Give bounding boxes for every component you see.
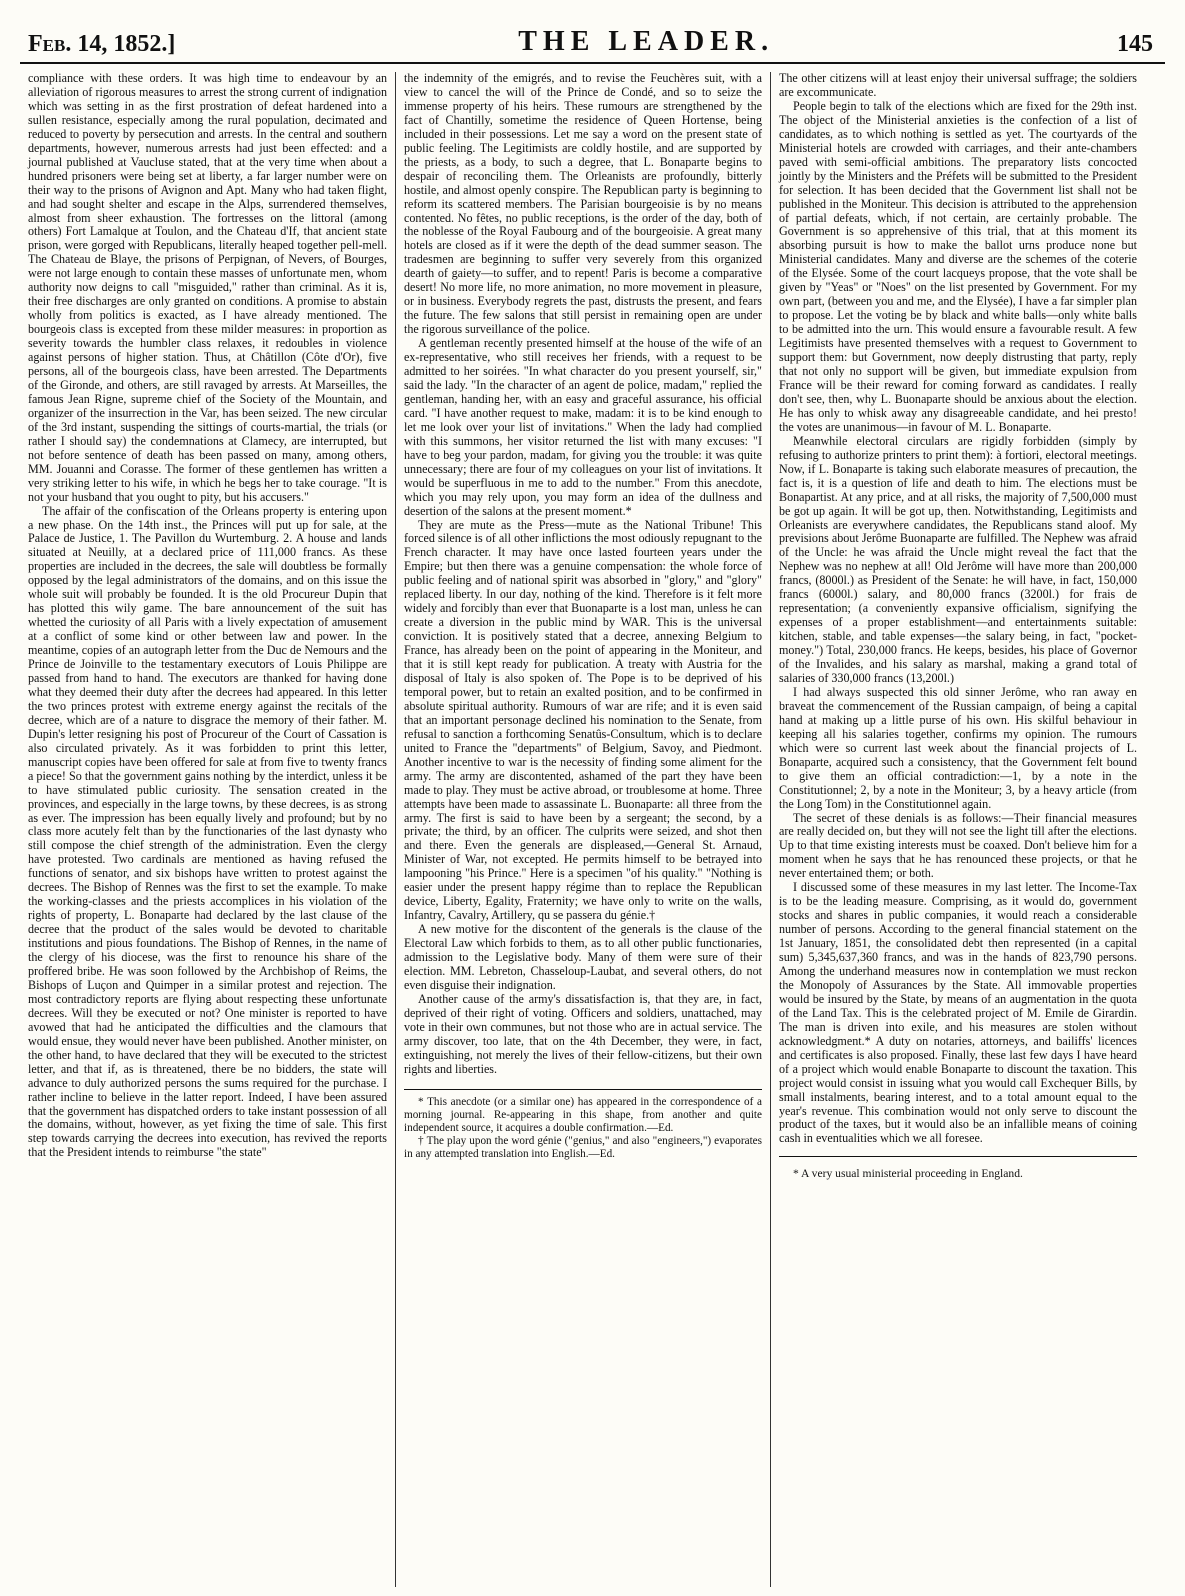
paragraph: The affair of the confiscation of the Orleans property is entering upon a new phase. On the 14th inst., the Princes will put up for sale, at the Palace de Justice, 1. The Pavillon du Wurtemburg. 2. A house and lands situated at Neuilly, at a declared price of 111,000 francs. As these properties are included in the decrees, the sale will doubtless be formally opposed by the legal administrators of the domains, and on this issue the whole suit will probably be founded. It is the old Procureur Dupin that has plotted this wily game. The bare announcement of the suit has whetted the curiosity of all Paris with a lively expectation of amusement at a conflict of some kind or other between law and power. In the meantime, copies of an autograph letter from the Duc de Nemours and the Prince de Joinville to the testamentary executors of Louis Philippe are passed from hand to hand. The executors are thanked for having done what they deemed their duty after the decrees had appeared. In this letter the two princes protest with extreme energy against the recitals of the decree, which are of a nature to disgrace the memory of their father. M. Dupin's letter resigning his post of Procureur of the Court of Cassation is also circulated privately. As it was forbidden to print this letter, manuscript copies have been offered for sale at from five to twenty francs a piece! So that the government gains nothing by the interdict, unless it be to have stimulated public curiosity. The sensation created in the provinces, and especially in the large towns, by these decrees, is as strong as ever. The impression has been equally lively and profound; but by no class more acutely felt than by the functionaries of the last dynasty who still compose the chief strength of the administration. Even the clergy have protested. Two cardinals are mentioned as having refused the functions of senator, and six bishops have written to protest against the decrees. The Bishop of Rennes was the first to set the example. To make the working-classes and the priests accomplices in his violation of the rights of property, L. Bonaparte had declared by the last clause of the decree that the product of the sales would be devoted to charitable institutions and pious foundations. The Bishop of Rennes, in the name of the clergy of his diocese, was the first to renounce his share of the proffered bribe. He was soon followed by the Archbishop of Reims, the Bishops of Luçon and Quimper in a similar protest and rejection. The most contradictory reports are flying about respecting these unfortunate decrees. Will they be executed or not? One minister is reported to have avowed that had he anticipated the difficulties and the clamours that would ensue, they would never have been published. Another minister, on the other hand, to have declared that they will be executed to the strictest letter, and that if, as is threatened, there be no bidders, the state will advance to duly authorized persons the sums required for the purchase. I rather incline to believe in the latter report. Indeed, I have been assured that the government has dispatched orders to take instant possession of all the domains, without, however, as yet fixing the time of sale. This first step towards carrying the decrees into execution, has revived the reports that the President intends to reimburse "the state" xyxy=(28,503,387,1160)
paragraph: Meanwhile electoral circulars are rigidly forbidden (simply by refusing to authorize printers to print them): à fortiori, electoral meetings. Now, if L. Bonaparte is taking such elaborate measures of precaution, the fact is, it is a question of life and death to him. The elections must be Bonapartist. At any price, and at all risks, the majority of 7,500,000 must be got up again. It will be got up, then. Notwithstanding, Legitimists and Orleanists are everywhere candidates, the Republicans stand aloof. My previsions about Jerôme Buonaparte are fulfilled. The Nephew was afraid of the Uncle: he was afraid the Uncle might reveal the fact that the Nephew was no nephew at all! Old Jerôme will have more than 200,000 francs, (8000l.) as President of the Senate: he will have, in fact, 150,000 francs (6000l.) salary, and 80,000 francs (3200l.) for frais de representation; (a conveniently expansive officialism, signifying the expenses of a proper establishment—and entertainments suitable: kitchen, stable, and table expenses—the salary being, in fact, "pocket-money.") Total, 230,000 francs. He keeps, besides, his place of Governor of the Invalides, and his salary as marshal, making a grand total of salaries of 330,000 francs (13,200l.) xyxy=(779,433,1137,685)
newspaper-title: THE LEADER. xyxy=(518,26,775,57)
paragraph: The other citizens will at least enjoy their universal suffrage; the soldiers are excommunicate. xyxy=(779,72,1137,99)
column-1 xyxy=(20,72,395,1587)
paragraph: I discussed some of these measures in my last letter. The Income-Tax is to be the leading measure. Comprising, as it would do, government stocks and shares in public companies, it would reach a considerable number of persons. According to the general financial statement on the 1st January, 1851, the consolidated debt then represented (in a capital sum) 5,345,637,360 francs, and was in the hands of 823,790 persons. Among the underhand measures now in contemplation we must reckon the Monopoly of Assurances by the State. All immovable properties would be insured by the State, by means of an augmentation in the quota of the Land Tax. This is the celebrated project of M. Emile de Girardin. The man is driven into exile, and his measures are stolen without acknowledgment.* A duty on notaries, attorneys, and bailiffs' licences and certificates is also proposed. Finally, these last few days I have heard of a project which would enable Bonaparte to discount the taxation. This project would consist in issuing what you would call Exchequer Bills, by small instalments, bearing interest, and to a total amount equal to the year's revenue. This combination would not only serve to discount the product of the taxes, but it would also be an infallible means of coining cash in eventualities which we all foresee. xyxy=(779,880,1137,1146)
paragraph: The secret of these denials is as follows:—Their financial measures are really decided on, but they will not see the light till after the elections. Up to that time existing interests must be coaxed. Don't believe him for a moment when he says that he has renounced these projects, or that he never entertained them; or both. xyxy=(779,810,1137,881)
column-3 xyxy=(770,72,1145,1587)
footnote: † The play upon the word génie ("genius," and also "engineers,") evaporates in any attempted translation into English.—Ed. xyxy=(404,1134,762,1160)
footnote: * This anecdote (or a similar one) has appeared in the correspondence of a morning journal. Re-appearing in this shape, from another and quite independent source, it acquires a double confirmation.—Ed. xyxy=(404,1095,762,1134)
paragraph: compliance with these orders. It was high time to endeavour by an alleviation of rigorous measures to arrest the strong current of indignation which was setting in as the first prostration of defeat hardened into a sullen resistance, especially among the rural population, decimated and reduced to poverty by persecution and arrests. In the central and southern departments, however, numerous arrests had just been effected: and a journal published at Vaucluse stated, that at the very time when about a hundred prisoners were being set at liberty, a far larger number were on their way to the prisons of Avignon and Apt. Many who had taken flight, and had sought shelter and escape in the Alps, surrendered themselves, almost from sheer exhaustion. The fortresses on the littoral (among others) Fort Lamalque at Toulon, and the Chateau d'If, that ancient state prison, were gorged with Republicans, literally heaped together pell-mell. The Chateau de Blaye, the prisons of Perpignan, of Nevers, of Bourges, were not large enough to contain these masses of unfortunate men, whom authority now deigns to call "misguided," rather than criminal. As it is, their free discharges are only granted on conditions. A promise to abstain wholly from politics is exacted, as I have already mentioned. The bourgeois class is excepted from these milder measures: in proportion as severity towards the humbler class relaxes, it redoubles in violence against persons of higher station. Thus, at Châtillon (Côte d'Or), five persons, all of the bourgeois class, have been arrested. The Departments of the Gironde, and others, are still ravaged by arrests. At Marseilles, the famous Jean Rigne, supreme chief of the Society of the Mountain, and organizer of the insurrection in the Var, has been seized. The new circular of the 3rd instant, suspending the sittings of courts-martial, the trials (or rather I should say) the condemnations at Clamecy, are interrupted, but not before sentence of death has been passed on many, among others, MM. Jouanni and Corasse. The former of these gentlemen has written a very striking letter to his wife, in which he begs her to take courage. "It is not your husband that you ought to pity, but his accusers." xyxy=(28,72,387,504)
column-2 xyxy=(395,72,770,1587)
paragraph: Another cause of the army's dissatisfaction is, that they are, in fact, deprived of their right of voting. Officers and soldiers, unattached, may vote in their own communes, but not those who are in actual service. The army discover, too late, that on the 4th December, they were, in fact, extinguishing, not merely the lives of their fellow-citizens, but their own rights and liberties. xyxy=(404,991,762,1076)
paragraph: the indemnity of the emigrés, and to revise the Feuchères suit, with a view to cancel the will of the Prince de Condé, and so to seize the immense property of his heirs. These rumours are strengthened by the fact of Chantilly, sometime the residence of Queen Hortense, being included in their possessions. Let me say a word on the present state of public feeling. The Legitimists are coldly hostile, and are supported by the priests, as a body, to such a degree, that L. Bonaparte begins to despair of reconciling them. The Orleanists are profoundly, bitterly hostile, and almost openly conspire. The Republican party is beginning to reform its scattered members. The Parisian bourgeoisie is by no means contented. No fêtes, no public receptions, is the order of the day, both of the noblesse of the Royal Faubourg and of the bourgeoisie. A great many hotels are closed as if it were the depth of the dead summer season. The tradesmen are beginning to suffer very severely from this organized dearth of gaiety—to suffer, and to repent! Paris is become a comparative desert! No more life, no more animation, no more movement in pleasure, or in business. Everybody regrets the past, distrusts the present, and fears the future. The few salons that still persist in remaining open are under the rigorous surveillance of the police. xyxy=(404,72,762,337)
paragraph: A new motive for the discontent of the generals is the clause of the Electoral Law which forbids to them, as to all other public functionaries, admission to the Legislative body. Many of them were sure of their election. MM. Lebreton, Chasseloup-Laubat, and several others, do not even disguise their indignation. xyxy=(404,922,762,992)
paragraph: People begin to talk of the elections which are fixed for the 29th inst. The object of the Ministerial anxieties is the confection of a list of candidates, as to which nothing is settled as yet. The courtyards of the Ministerial hotels are crowded with carriages, and their ante-chambers paved with semi-official ambitions. The preparatory lists concocted jointly by the Ministers and the Préfets will be submitted to the President for selection. It has been decided that the Government list shall not be published in the Moniteur. This decision is attributed to the apprehension of partial defeats, which, if not certain, are certainly probable. The Government is so apprehensive of this trial, that at this moment its absorbing pursuit is how to make the ballot urns produce none but Ministerial candidates. Many and diverse are the schemes of the coterie of the Elysée. Some of the court lacqueys propose, that the vote shall be given by "Yeas" or "Noes" on the list presented by Government. For my own part, (between you and me, and the Elysée), I have a far simpler plan to propose. Let the voting be by black and white balls—only white balls to be admitted into the urn. This would ensure a favourable result. A few Legitimists have presented themselves with a request to Government to support them: but Government, now deeply distrusting that party, reply that not only no support will be given, but immediate expulsion from France will be their reward for coming forward as candidates. I really don't see, then, why L. Buonaparte should be anxious about the election. He has only to whisk away any disagreeable candidate, and hei presto! the votes are unanimous—in favour of M. L. Bonaparte. xyxy=(779,98,1137,434)
footnotes xyxy=(779,1156,1137,1180)
paragraph: A gentleman recently presented himself at the house of the wife of an ex-representative, who still receives her friends, with a request to be admitted to her soirées. "In what character do you present yourself, sir," said the lady. "In the character of an agent de police, madam," replied the gentleman, handing her, with an easy and graceful assurance, his official card. "I have another request to make, madam: it is to be kind enough to let me look over your list of invitations." When the lady had complied with this summons, her visitor returned the list with many excuses: "I have to beg your pardon, madam, for giving you the trouble: it was quite unnecessary; there are four of my colleagues on your list of invitations. It would be superfluous in me to add to the number." From this anecdote, which you may rely upon, you may form an idea of the dullness and desertion of the salons at the present moment.* xyxy=(404,336,762,518)
issue-date: Feb. 14, 1852.] xyxy=(28,31,176,57)
footnotes xyxy=(404,1089,762,1161)
article-columns xyxy=(20,72,1165,1587)
paragraph: I had always suspected this old sinner Jerôme, who ran away en braveat the commencement of the Russian campaign, of being a capital hand at making up a little purse of his own. His skilful behaviour in keeping all his salaries together, confirms my opinion. The rumours which were so current last week about the financial projects of L. Bonaparte, acquired such a consistency, that the Government felt bound to give them an official contradiction:—1, by a note in the Constitutionnel; 2, by a note in the Moniteur; 3, by a heavy article (from the Long Tom) in the Constitutionnel again. xyxy=(779,684,1137,811)
paragraph: They are mute as the Press—mute as the National Tribune! This forced silence is of all other inflictions the most odiously repugnant to the French character. It may have once lasted fourteen years under the Empire; but then there was a genuine compensation: the whole force of public feeling and of national spirit was absorbed in "glory," and "glory" replaced liberty. In our day, nothing of the kind. Therefore is it felt more widely and forcibly than ever that Buonaparte is a lost man, unless he can create a diversion in the public mind by WAR. This is the universal conviction. It is positively stated that a decree, annexing Belgium to France, has already been on the point of appearing in the Moniteur, and that it is still kept ready for publication. A treaty with Austria for the disposal of Italy is also spoken of. The Pope is to be deprived of his temporal power, but to retain an exalted position, and to be confirmed in absolute spiritual authority. Rumours of war are rife; and it is even said that an important personage declined his nomination to the Senate, from refusal to sanction a forthcoming Senatûs-Consultum, which is to declare united to France the "departments" of Belgium, Savoy, and Piedmont. Another incentive to war is the necessity of finding some aliment for the army. The army are discontented, ashamed of the part they have been made to play. They must be active abroad, or troublesome at home. Three attempts have been made to assassinate L. Buonaparte: all three from the army. The first is said to have been by a sergeant; the second, by a private; the third, by an officer. The culprits were seized, and shot then and there. Even the generals are displeased,—General St. Arnaud, Minister of War, not excepted. He permits himself to be betrayed into lampooning "his Prince." Here is a specimen "of his quality." "Nothing is easier under the present happy régime than to replace the Republican device, Liberty, Egality, Fraternity; we have only to write on the walls, Infantry, Cavalry, Artillery, qu se passera du génie.† xyxy=(404,517,762,923)
page-number: 145 xyxy=(1116,31,1153,57)
masthead xyxy=(20,18,1165,64)
footnote: * A very usual ministerial proceeding in England. xyxy=(793,1167,1023,1181)
